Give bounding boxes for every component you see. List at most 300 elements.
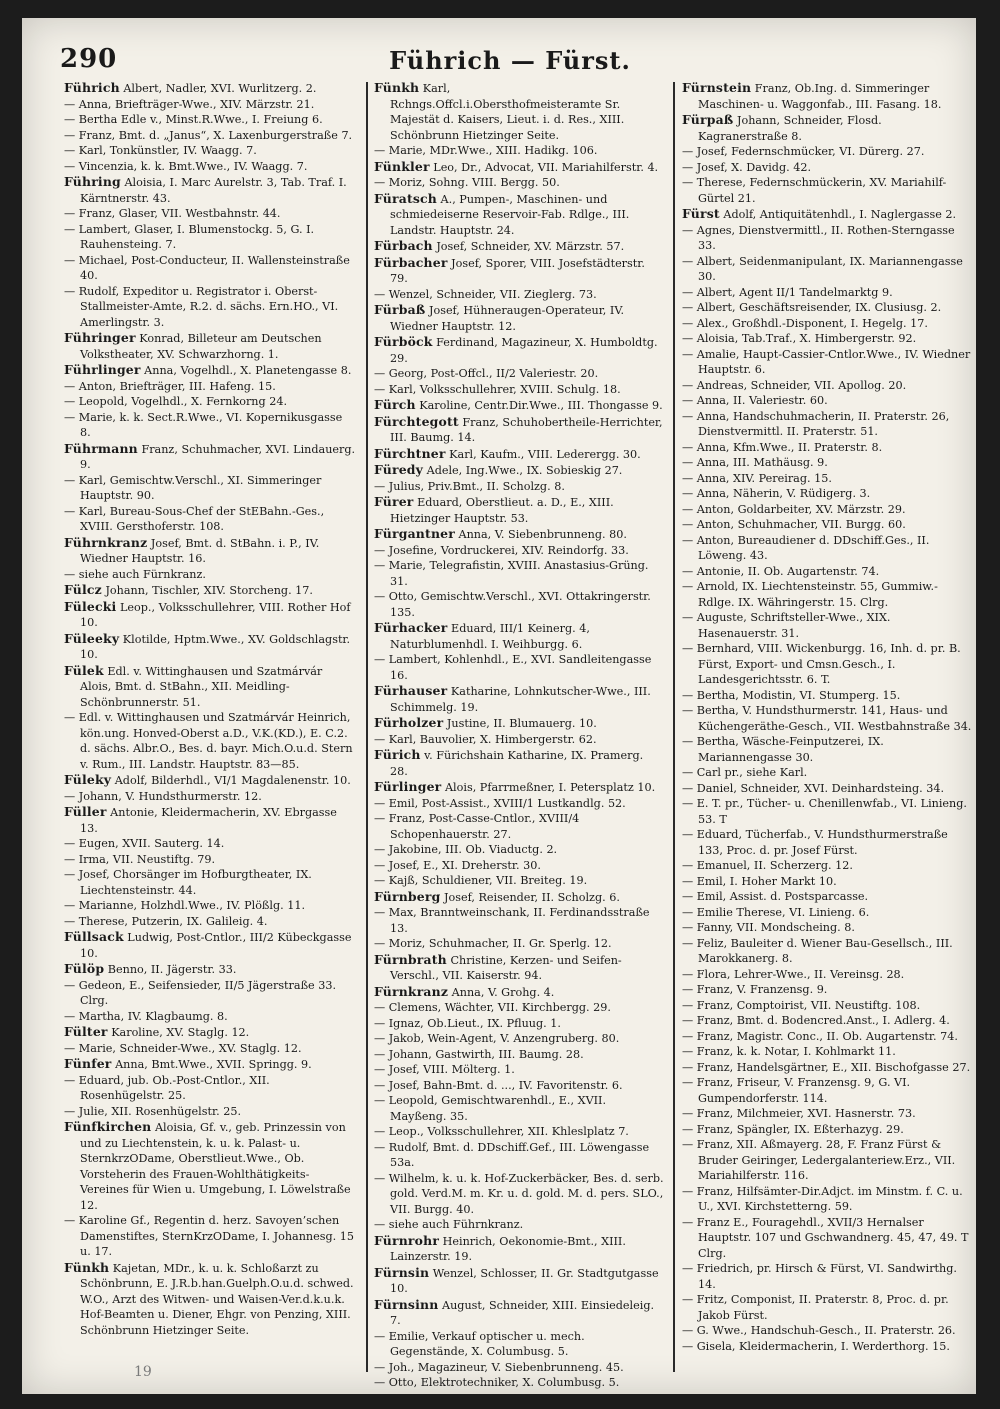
entry-text: — Bernhard, VIII. Wickenburgg. 16, Inh. d. pr. B. Fürst, Export- und Cmsn.Gesch., I. Landesgerichtsstr. 6. T.	[682, 642, 961, 686]
entry-surname: Fürnrohr	[374, 1232, 440, 1248]
entry-text: — Karl, Tonkünstler, IV. Waagg. 7.	[64, 144, 257, 157]
directory-entry	[682, 998, 972, 1014]
entry-surname: Fürhauser	[374, 683, 448, 698]
entry-surname: Füllsack	[64, 929, 124, 944]
entry-text: — Max, Branntweinschank, II. Ferdinandsstraße 13.	[374, 906, 650, 935]
directory-entry	[64, 1119, 356, 1213]
directory-entry	[682, 517, 972, 533]
directory-entry	[682, 347, 972, 378]
directory-entry	[374, 1016, 664, 1032]
entry-text: — Andreas, Schneider, VII. Apollog. 20.	[682, 378, 907, 392]
entry-surname: Fürnsin	[374, 1264, 430, 1280]
entry-text: Aloisia, Gf. v., geb. Prinzessin von und zu Liechtenstein, k. u. k. Palast- u. SternkrzODame, Oberstlieut.Wwe., Ob. Vorsteherin des Frauen-Wohlthätigkeits-Vereines für Wien u. Umgebung, I. Löwelstraße 12.	[80, 1121, 351, 1212]
directory-entry	[682, 688, 972, 704]
entry-text: — Anna, Handschuhmacherin, II. Praterstr. 26, Dienstvermittl. II. Praterstr. 51.	[682, 409, 950, 438]
entry-text: Katharine, Lohnkutscher-Wwe., III. Schimmelg. 19.	[390, 685, 651, 714]
directory-entry	[374, 302, 664, 334]
directory-entry	[374, 1297, 664, 1329]
entry-surname: Führmann	[64, 440, 138, 456]
entry-text: — Moriz, Schuhmacher, II. Gr. Sperlg. 12.	[374, 937, 612, 950]
directory-entry	[374, 1000, 664, 1016]
directory-entry	[64, 852, 356, 868]
entry-text: — Josef, X. Davidg. 42.	[682, 160, 812, 174]
directory-entry	[682, 1060, 972, 1076]
directory-entry	[682, 533, 972, 564]
directory-entry	[64, 128, 356, 144]
directory-entry	[374, 494, 664, 526]
entry-surname: Fürpaß	[682, 112, 734, 127]
directory-entry	[64, 441, 356, 473]
directory-entry	[64, 253, 356, 284]
directory-entry	[64, 504, 356, 535]
entry-text: — Gedeon, E., Seifensieder, II/5 Jägerstraße 33. Clrg.	[64, 978, 337, 1007]
entry-text: — Karl, Gemischtw.Verschl., XI. Simmeringer Hauptstr. 90.	[64, 473, 322, 502]
entry-text: Edl. v. Wittinghausen und Szatmárvár Alois, Bmt. d. StBahn., XII. Meidling-Schönbrunnerstr. 51.	[80, 664, 323, 709]
directory-entry	[682, 858, 972, 874]
entry-text: — Marianne, Holzhdl.Wwe., IV. Plößlg. 11.	[64, 899, 306, 912]
directory-entry	[64, 1009, 356, 1025]
entry-text: — Eugen, XVII. Sauterg. 14.	[64, 837, 225, 850]
entry-text: — Emilie, Verkauf optischer u. mech. Gegenstände, X. Columbusg. 5.	[374, 1329, 585, 1358]
entry-text: Josef, Bmt. d. StBahn. i. P., IV. Wiedner Hauptstr. 16.	[80, 536, 320, 565]
entry-text: — Leopold, Vogelhdl., X. Fernkorng 24.	[64, 395, 288, 408]
entry-surname: Fürnberg	[374, 888, 441, 904]
entry-surname: Fürlinger	[374, 779, 442, 794]
directory-entry	[374, 1047, 664, 1063]
directory-entry	[682, 765, 972, 781]
entry-text: — Therese, Federnschmückerin, XV. Mariahilf-Gürtel 21.	[682, 176, 947, 205]
entry-text: — Albert, Agent II/1 Tandelmarktg 9.	[682, 285, 893, 299]
directory-entry	[374, 287, 664, 303]
entry-text: Franz, Ob.Ing. d. Simmeringer Maschinen- u. Waggonfab., III. Fasang. 18.	[698, 82, 942, 111]
directory-entry	[682, 223, 972, 254]
directory-column-2	[374, 80, 664, 1389]
entry-text: — Clemens, Wächter, VII. Kirchbergg. 29.	[374, 1001, 611, 1014]
directory-entry	[64, 1073, 356, 1104]
entry-surname: Fürnbrath	[374, 951, 447, 967]
entry-surname: Füredy	[374, 462, 424, 477]
directory-entry	[64, 710, 356, 772]
directory-entry	[374, 366, 664, 382]
directory-entry	[374, 1140, 664, 1171]
directory-entry	[682, 1323, 972, 1339]
directory-entry	[682, 300, 972, 316]
entry-text: — Arnold, IX. Liechtensteinstr. 55, Gummiw.-Rdlge. IX. Währingerstr. 15. Clrg.	[682, 580, 938, 609]
directory-entry	[682, 486, 972, 502]
entry-text: — Edl. v. Wittinghausen und Szatmárvár Heinrich, kön.ung. Honved-Oberst a.D., V.K.(KD.), E. C.2. d. sächs. Albr.O., Bes. d. bayr. Mich.O.u.d. Stern v. Rum., III. Landstr. Hauptstr. 83—85.	[64, 711, 353, 771]
entry-text: — Wenzel, Schneider, VII. Zieglerg. 73.	[374, 287, 597, 301]
directory-entry	[682, 1261, 972, 1292]
directory-column-3	[682, 80, 972, 1380]
directory-entry	[64, 80, 356, 97]
entry-text: Karl, Rchngs.Offcl.i.Obersthofmeisteramte Sr. Majestät d. Kaisers, Lieut. i. d. Res., XIII. Schönbrunn Hietzinger Seite.	[390, 82, 625, 142]
directory-entry	[682, 144, 972, 160]
directory-entry	[64, 1056, 356, 1073]
entry-text: — Franz, XII. Aßmayerg. 28, F. Franz Fürst & Bruder Geiringer, Ledergalanteriew.Erz., VII. Mariahilferstr. 116.	[682, 1138, 956, 1182]
directory-column-1	[64, 80, 356, 1380]
directory-entry	[374, 1031, 664, 1047]
entry-surname: Fürch	[374, 397, 416, 412]
entry-text: — Franz, Glaser, VII. Westbahnstr. 44.	[64, 207, 281, 220]
entry-text: — Albert, Seidenmanipulant, IX. Mariannengasse 30.	[682, 254, 963, 283]
directory-entry	[64, 772, 356, 789]
entry-text: Ludwig, Post-Cntlor., III/2 Kübeckgasse 10.	[80, 931, 352, 960]
entry-text: — Amalie, Haupt-Cassier-Cntlor.Wwe., IV. Wiedner Hauptstr. 6.	[682, 347, 971, 376]
directory-entry	[682, 982, 972, 998]
entry-text: — Anton, Goldarbeiter, XV. Märzstr. 29.	[682, 502, 906, 516]
entry-text: — Julie, XII. Rosenhügelstr. 25.	[64, 1104, 241, 1118]
directory-entry	[682, 254, 972, 285]
entry-text: — Otto, Elektrotechniker, X. Columbusg. 5.	[374, 1376, 620, 1389]
entry-surname: Fünkler	[374, 158, 430, 174]
directory-entry	[64, 1260, 356, 1339]
directory-entry	[374, 462, 664, 479]
entry-text: Karl, Kaufm., VIII. Lederergg. 30.	[445, 447, 641, 461]
entry-text: — Antonie, II. Ob. Augartenstr. 74.	[682, 564, 880, 578]
entry-text: — Eduard, Tücherfab., V. Hundsthurmerstraße 133, Proc. d. pr. Josef Fürst.	[682, 828, 948, 857]
entry-text: — Moriz, Sohng. VIII. Bergg. 50.	[374, 176, 560, 189]
directory-entry	[374, 526, 664, 543]
directory-entry	[374, 143, 664, 159]
directory-entry	[374, 873, 664, 889]
entry-text: — Carl pr., siehe Karl.	[682, 766, 808, 779]
entry-surname: Fürnkranz	[374, 983, 449, 999]
entry-text: Josef, Hühneraugen-Operateur, IV. Wiedner Hauptstr. 12.	[390, 304, 625, 333]
entry-surname: Fürbacher	[374, 254, 448, 270]
directory-entry	[374, 397, 664, 414]
directory-entry	[682, 1013, 972, 1029]
entry-text: — Emanuel, II. Scherzerg. 12.	[682, 859, 853, 872]
entry-text: — Bertha, V. Hundsthurmerstr. 141, Haus- und Küchengeräthe-Gesch., VII. Westbahnstraße 34.	[682, 704, 972, 733]
entry-surname: Füller	[64, 804, 107, 819]
directory-entry	[374, 175, 664, 191]
directory-entry	[374, 952, 664, 984]
directory-entry	[374, 905, 664, 936]
directory-entry	[682, 564, 972, 580]
directory-entry	[682, 112, 972, 144]
entry-text: Johann, Schneider, Flosd. Kagranerstraße 8.	[698, 114, 882, 143]
entry-text: — Franz E., Fouragehdl., XVII/3 Hernalser Hauptstr. 107 und Gschwandnerg. 45, 47, 49. T Clrg.	[682, 1215, 969, 1260]
directory-entry	[374, 652, 664, 683]
entry-text: — Bertha Edle v., Minst.R.Wwe., I. Freiung 6.	[64, 113, 323, 126]
entry-text: — Franz, Handelsgärtner, E., XII. Bischofgasse 27.	[682, 1060, 971, 1074]
entry-text: — Marie, Schneider-Wwe., XV. Staglg. 12.	[64, 1041, 302, 1055]
directory-entry	[374, 589, 664, 620]
entry-text: — E. T. pr., Tücher- u. Chenillenwfab., VI. Linieng. 53. T	[682, 797, 967, 826]
entry-text: — Bertha, Wäsche-Feinputzerei, IX. Mariannengasse 30.	[682, 735, 884, 764]
column-divider	[673, 82, 675, 1372]
entry-text: — G. Wwe., Handschuh-Gesch., II. Praterstr. 26.	[682, 1324, 956, 1337]
directory-entry	[682, 967, 972, 983]
entry-text: Josef, Sporer, VIII. Josefstädterstr. 79.	[390, 256, 645, 285]
entry-text: — Anna, Briefträger-Wwe., XIV. Märzstr. 21.	[64, 97, 315, 111]
directory-entry	[64, 914, 356, 930]
entry-surname: Füleky	[64, 772, 112, 787]
entry-surname: Fürer	[374, 494, 414, 509]
entry-surname: Fülter	[64, 1024, 108, 1039]
entry-text: — Johann, V. Hundsthurmerstr. 12.	[64, 789, 262, 803]
entry-text: — Emil, Assist. d. Postsparcasse.	[682, 890, 869, 903]
entry-text: — Franz, Spängler, IX. Eßterhazyg. 29.	[682, 1122, 904, 1136]
directory-entry	[64, 898, 356, 914]
directory-entry	[682, 827, 972, 858]
entry-surname: Führich	[64, 80, 120, 95]
directory-entry	[682, 471, 972, 487]
entry-text: Konrad, Billeteur am Deutschen Volkstheater, XV. Schwarzhorng. 1.	[80, 332, 322, 361]
entry-surname: Fürhacker	[374, 620, 448, 635]
entry-text: — Friedrich, pr. Hirsch & Fürst, VI. Sandwirthg. 14.	[682, 1262, 957, 1291]
entry-text: — Georg, Post-Offcl., II/2 Valeriestr. 20.	[374, 367, 599, 380]
entry-surname: Fürgantner	[374, 526, 455, 541]
entry-surname: Füratsch	[374, 190, 437, 206]
entry-text: — Emil, I. Hoher Markt 10.	[682, 874, 837, 888]
directory-entry	[682, 206, 972, 223]
entry-text: Antonie, Kleidermacherin, XV. Ebrgasse 13.	[80, 806, 337, 835]
entry-text: — Albert, Geschäftsreisender, IX. Clusiusg. 2.	[682, 301, 942, 314]
directory-entry	[682, 378, 972, 394]
directory-entry	[64, 1104, 356, 1120]
directory-entry	[64, 330, 356, 362]
entry-text: Anna, V. Grohg. 4.	[448, 985, 555, 999]
directory-entry	[682, 160, 972, 176]
entry-text: Franz, Schuhobertheile-Herrichter, III. Baumg. 14.	[390, 415, 663, 444]
entry-surname: Fürnsinn	[374, 1296, 439, 1312]
entry-text: — Anton, Bureaudiener d. DDschiff.Ges., II. Löweng. 43.	[682, 533, 930, 562]
column-divider	[366, 82, 368, 1372]
directory-entry	[682, 1339, 972, 1355]
directory-entry	[374, 446, 664, 463]
entry-text: — Fanny, VII. Mondscheing. 8.	[682, 921, 855, 934]
directory-entry	[374, 732, 664, 748]
entry-text: — Marie, Telegrafistin, XVIII. Anastasius-Grüng. 31.	[374, 559, 649, 588]
directory-entry	[374, 255, 664, 287]
directory-entry	[374, 984, 664, 1001]
entry-surname: Fülek	[64, 662, 104, 678]
directory-entry	[682, 920, 972, 936]
entry-text: — Marie, k. k. Sect.R.Wwe., VI. Kopernikusgasse 8.	[64, 410, 343, 439]
entry-text: — Franz, Post-Casse-Cntlor., XVIII/4 Schopenhauerstr. 27.	[374, 812, 580, 841]
directory-entry	[374, 1078, 664, 1094]
entry-text: August, Schneider, XIII. Einsiedeleig. 7.	[390, 1298, 655, 1327]
entry-text: — Josef, Federnschmücker, VI. Dürerg. 27.	[682, 145, 925, 158]
entry-text: — siehe auch Führnkranz.	[374, 1218, 524, 1231]
directory-entry	[64, 789, 356, 805]
entry-text: — Karl, Bureau-Sous-Chef der StEBahn.-Ges., XVIII. Gersthoferstr. 108.	[64, 504, 325, 533]
directory-entry	[682, 610, 972, 641]
entry-text: Eduard, Oberstlieut. a. D., E., XIII. Hietzinger Hauptstr. 53.	[390, 496, 614, 525]
directory-entry	[64, 394, 356, 410]
directory-entry	[64, 929, 356, 961]
entry-surname: Führlinger	[64, 362, 141, 377]
directory-entry	[374, 715, 664, 732]
entry-text: — Leop., Volksschullehrer, XII. Khleslplatz 7.	[374, 1125, 629, 1138]
entry-text: — Aloisia, Tab.Traf., X. Himbergerstr. 92.	[682, 332, 917, 345]
directory-entry	[682, 1292, 972, 1323]
directory-entry	[682, 936, 972, 967]
directory-entry	[682, 1184, 972, 1215]
directory-entry	[682, 316, 972, 332]
directory-entry	[682, 579, 972, 610]
entry-surname: Fürst	[682, 206, 720, 221]
page-number: 290	[60, 44, 118, 74]
entry-text: — Irma, VII. Neustiftg. 79.	[64, 852, 216, 866]
entry-text: Johann, Tischler, XIV. Storcheng. 17.	[101, 584, 313, 597]
directory-entry	[682, 393, 972, 409]
directory-entry	[374, 1124, 664, 1140]
entry-surname: Fülecki	[64, 598, 117, 614]
directory-entry	[682, 440, 972, 456]
entry-text: Franz, Schuhmacher, XVI. Lindauerg. 9.	[80, 442, 356, 471]
entry-text: Alois, Pfarrmeßner, I. Petersplatz 10.	[441, 781, 656, 794]
directory-entry	[682, 796, 972, 827]
entry-text: — Jakob, Wein-Agent, V. Anzengruberg. 80.	[374, 1032, 620, 1045]
directory-entry	[64, 867, 356, 898]
directory-entry	[64, 222, 356, 253]
page-header	[60, 44, 960, 84]
entry-text: — Jakobine, III. Ob. Viaductg. 2.	[374, 843, 558, 856]
directory-entry	[682, 175, 972, 206]
entry-text: — Lambert, Glaser, I. Blumenstockg. 5, G. I. Rauhensteing. 7.	[64, 222, 315, 251]
entry-text: — Joh., Magazineur, V. Siebenbrunneng. 45.	[374, 1360, 624, 1374]
entry-text: — Johann, Gastwirth, III. Baumg. 28.	[374, 1047, 584, 1061]
entry-text: v. Fürichshain Katharine, IX. Pramerg. 28.	[390, 749, 644, 778]
directory-entry	[64, 284, 356, 331]
directory-entry	[64, 159, 356, 175]
directory-entry	[374, 191, 664, 239]
directory-entry	[64, 97, 356, 113]
entry-text: — Anna, Kfm.Wwe., II. Praterstr. 8.	[682, 440, 883, 454]
entry-text: Albert, Nadler, XVI. Wurlitzerg. 2.	[119, 82, 317, 95]
entry-text: Leo, Dr., Advocat, VII. Mariahilferstr. 4.	[429, 160, 659, 174]
entry-text: Leop., Volksschullehrer, VIII. Rother Hof 10.	[80, 600, 351, 629]
directory-entry	[682, 1215, 972, 1262]
directory-entry	[374, 382, 664, 398]
entry-text: — Agnes, Dienstvermittl., II. Rothen-Sterngasse 33.	[682, 223, 955, 252]
entry-surname: Führing	[64, 174, 121, 189]
directory-entry	[374, 334, 664, 366]
entry-text: — Anton, Briefträger, III. Hafeng. 15.	[64, 379, 276, 393]
directory-entry	[374, 796, 664, 812]
directory-entry	[682, 641, 972, 688]
entry-surname: Fülöp	[64, 961, 105, 976]
entry-text: — Karl, Volksschullehrer, XVIII. Schulg. 18.	[374, 382, 621, 396]
directory-entry	[682, 285, 972, 301]
entry-text: Eduard, III/1 Keinerg. 4, Naturblumenhdl. I. Weihburgg. 6.	[390, 622, 590, 651]
entry-text: — Franz, Bmt. d. „Janus“, X. Laxenburgerstraße 7.	[64, 128, 353, 142]
entry-surname: Fünkh	[64, 1259, 110, 1275]
entry-text: — Alex., Großhdl.-Disponent, I. Hegelg. 17.	[682, 316, 928, 330]
entry-text: — Franz, Hilfsämter-Dir.Adjct. im Minstm. f. C. u. U., XVI. Kirchstetterng. 59.	[682, 1184, 963, 1213]
entry-text: Kajetan, MDr., k. u. k. Schloßarzt zu Schönbrunn, E. J.R.b.han.Guelph.O.u.d. schwed. W.O., Arzt des Witwen- und Waisen-Ver.d.k.u.k. Hof-Beamten u. Diener, Ehgr. von Penzing, XIII. Schönbrunn Hietzinger Seite.	[80, 1261, 354, 1337]
entry-text: Anna, V. Siebenbrunneng. 80.	[454, 528, 627, 541]
directory-entry	[374, 683, 664, 715]
directory-entry	[64, 473, 356, 504]
entry-text: — Karl, Bauvolier, X. Himbergerstr. 62.	[374, 732, 597, 746]
directory-entry	[682, 80, 972, 112]
entry-text: — Therese, Putzerin, IX. Galileig. 4.	[64, 914, 268, 928]
entry-text: — Leopold, Gemischtwarenhdl., E., XVII. Mayßeng. 35.	[374, 1094, 607, 1123]
entry-text: — Feliz, Bauleiter d. Wiener Bau-Gesellsch., III. Marokkanerg. 8.	[682, 936, 953, 965]
directory-entry	[374, 1062, 664, 1078]
entry-text: — Anna, III. Mathäusg. 9.	[682, 456, 828, 469]
directory-entry	[64, 410, 356, 441]
entry-text: Anna, Vogelhdl., X. Planetengasse 8.	[140, 364, 352, 377]
entry-text: Josef, Reisender, II. Scholzg. 6.	[440, 890, 620, 904]
entry-text: — Daniel, Schneider, XVI. Deinhardsteing. 34.	[682, 781, 945, 795]
directory-entry	[374, 889, 664, 906]
running-head: Führich — Fürst.	[389, 46, 631, 75]
entry-text: — siehe auch Fürnkranz.	[64, 567, 206, 581]
entry-text: Klotilde, Hptm.Wwe., XV. Goldschlagstr. 10.	[80, 632, 351, 661]
entry-surname: Fülcz	[64, 582, 102, 597]
entry-text: Aloisia, I. Marc Aurelstr. 3, Tab. Traf. I. Kärntnerstr. 43.	[80, 176, 347, 205]
entry-surname: Fürchtner	[374, 445, 446, 461]
directory-entry	[682, 874, 972, 890]
directory-entry	[374, 1329, 664, 1360]
directory-entry	[682, 409, 972, 440]
directory-entry	[374, 558, 664, 589]
entry-text: Adolf, Bilderhdl., VI/1 Magdalenenstr. 10.	[111, 774, 351, 787]
entry-text: — Josef, E., XI. Dreherstr. 30.	[374, 858, 541, 872]
entry-surname: Fürböck	[374, 334, 433, 349]
entry-text: — Emilie Therese, VI. Linieng. 6.	[682, 905, 870, 919]
entry-text: — Anna, Näherin, V. Rüdigerg. 3.	[682, 487, 871, 500]
directory-entry	[64, 1024, 356, 1041]
entry-text: Anna, Bmt.Wwe., XVII. Springg. 9.	[111, 1058, 312, 1071]
directory-entry	[64, 978, 356, 1009]
directory-entry	[374, 414, 664, 446]
directory-entry	[64, 582, 356, 599]
entry-surname: Fünkh	[374, 80, 420, 95]
entry-text: Adolf, Antiquitätenhdl., I. Naglergasse 2.	[719, 208, 957, 221]
entry-surname: Fürnstein	[682, 80, 752, 95]
directory-entry	[374, 1360, 664, 1376]
entry-text: — Josef, VIII. Mölterg. 1.	[374, 1063, 515, 1076]
entry-text: Adele, Ing.Wwe., IX. Sobieskig 27.	[423, 464, 623, 477]
entry-text: Ferdinand, Magazineur, X. Humboldtg. 29.	[390, 336, 658, 365]
directory-entry	[64, 599, 356, 631]
entry-text: Benno, II. Jägerstr. 33.	[104, 963, 237, 976]
directory-entry	[374, 620, 664, 652]
entry-text: — Anna, II. Valeriestr. 60.	[682, 394, 828, 407]
directory-entry	[374, 479, 664, 495]
directory-entry	[374, 159, 664, 176]
entry-text: — Bertha, Modistin, VI. Stumperg. 15.	[682, 688, 901, 702]
entry-text: A., Pumpen-, Maschinen- und schmiedeiserne Reservoir-Fab. Rdlge., III. Landstr. Hauptstr. 24.	[390, 192, 630, 237]
directory-page	[22, 18, 976, 1394]
entry-text: — Gisela, Kleidermacherin, I. Werderthorg. 15.	[682, 1339, 950, 1353]
directory-entry	[64, 206, 356, 222]
entry-text: — Wilhelm, k. u. k. Hof-Zuckerbäcker, Bes. d. serb. gold. Verd.M. m. Kr. u. d. gold. M. d. pers. SLO., VII. Burgg. 40.	[374, 1171, 664, 1216]
entry-text: — Franz, V. Franzensg. 9.	[682, 983, 828, 996]
directory-entry	[374, 238, 664, 255]
entry-text: — Franz, Comptoirist, VII. Neustiftg. 108.	[682, 998, 921, 1012]
directory-entry	[64, 112, 356, 128]
directory-entry	[374, 80, 664, 143]
directory-entry	[374, 1233, 664, 1265]
directory-entry	[682, 502, 972, 518]
directory-entry	[682, 455, 972, 471]
entry-text: Karoline, XV. Staglg. 12.	[107, 1026, 250, 1039]
directory-entry	[374, 1217, 664, 1233]
entry-surname: Fürich	[374, 747, 421, 762]
entry-surname: Fürchtegott	[374, 413, 459, 429]
directory-entry	[682, 734, 972, 765]
entry-text: — Martha, IV. Klagbaumg. 8.	[64, 1009, 228, 1023]
entry-text: Christine, Kerzen- und Seifen-Verschl., VII. Kaiserstr. 94.	[390, 953, 622, 982]
entry-text: — Ignaz, Ob.Lieut., IX. Pfluug. 1.	[374, 1016, 561, 1030]
directory-entry	[64, 631, 356, 663]
